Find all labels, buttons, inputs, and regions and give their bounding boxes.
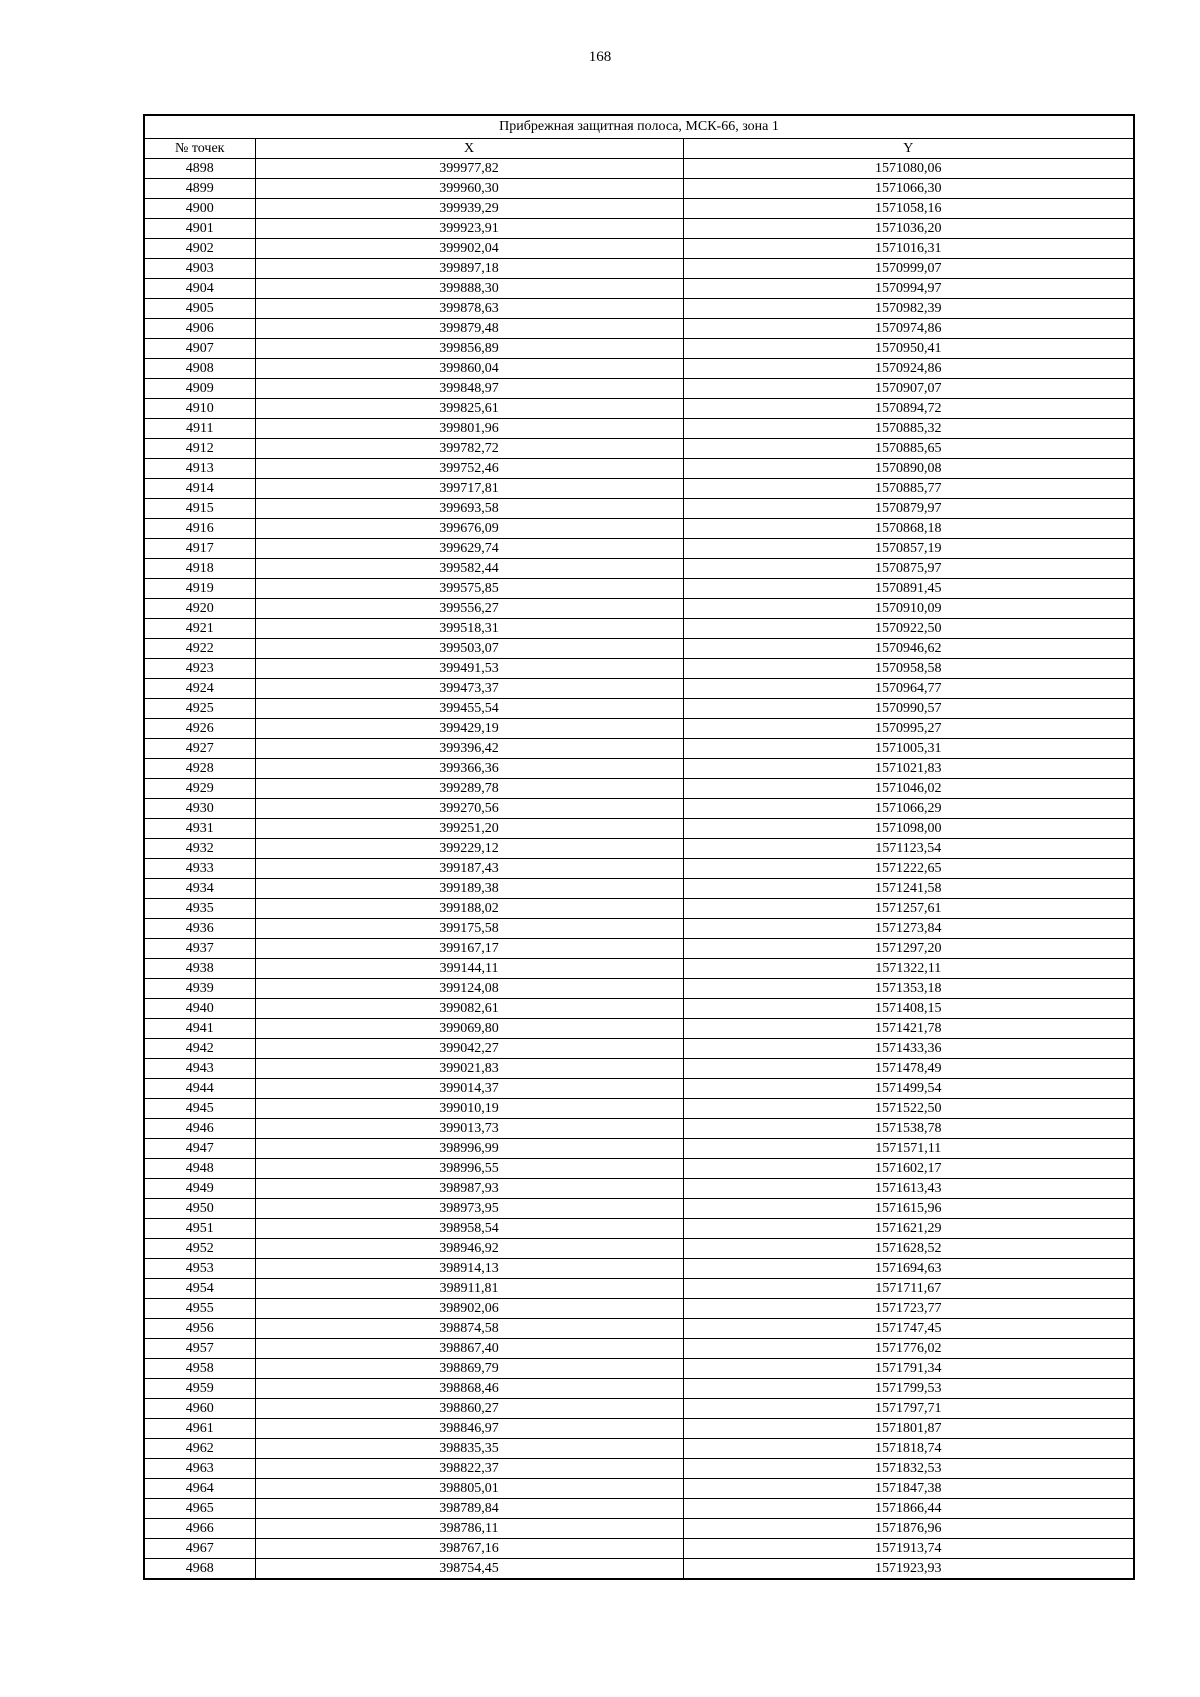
cell-point-number: 4904 [144,279,255,299]
cell-x: 399518,31 [255,619,683,639]
table-row [144,1139,1134,1159]
cell-y: 1571522,50 [683,1099,1134,1119]
table-row [144,1459,1134,1479]
table-row [144,659,1134,679]
cell-x: 399188,02 [255,899,683,919]
table-row [144,479,1134,499]
cell-y: 1570879,97 [683,499,1134,519]
cell-x: 399010,19 [255,1099,683,1119]
cell-x: 399878,63 [255,299,683,319]
cell-y: 1571408,15 [683,999,1134,1019]
table-row [144,1439,1134,1459]
table-row [144,1199,1134,1219]
cell-point-number: 4925 [144,699,255,719]
cell-y: 1571098,00 [683,819,1134,839]
cell-y: 1571602,17 [683,1159,1134,1179]
cell-point-number: 4949 [144,1179,255,1199]
cell-x: 399042,27 [255,1039,683,1059]
cell-point-number: 4928 [144,759,255,779]
cell-y: 1570995,27 [683,719,1134,739]
cell-y: 1571747,45 [683,1319,1134,1339]
cell-x: 399977,82 [255,159,683,179]
cell-x: 398767,16 [255,1539,683,1559]
cell-point-number: 4903 [144,259,255,279]
cell-x: 399782,72 [255,439,683,459]
cell-point-number: 4943 [144,1059,255,1079]
cell-point-number: 4952 [144,1239,255,1259]
cell-point-number: 4898 [144,159,255,179]
cell-point-number: 4942 [144,1039,255,1059]
cell-point-number: 4931 [144,819,255,839]
cell-y: 1570907,07 [683,379,1134,399]
cell-x: 399923,91 [255,219,683,239]
cell-y: 1570964,77 [683,679,1134,699]
table-row [144,1019,1134,1039]
page-number: 168 [588,49,612,65]
cell-point-number: 4932 [144,839,255,859]
cell-x: 399013,73 [255,1119,683,1139]
cell-x: 399167,17 [255,939,683,959]
cell-y: 1570890,08 [683,459,1134,479]
header-y: Y [683,139,1134,159]
cell-point-number: 4963 [144,1459,255,1479]
cell-point-number: 4914 [144,479,255,499]
cell-point-number: 4910 [144,399,255,419]
cell-point-number: 4921 [144,619,255,639]
table-row [144,159,1134,179]
cell-x: 399187,43 [255,859,683,879]
cell-point-number: 4948 [144,1159,255,1179]
table-row [144,1319,1134,1339]
cell-y: 1570922,50 [683,619,1134,639]
cell-y: 1571876,96 [683,1519,1134,1539]
cell-point-number: 4968 [144,1559,255,1580]
header-point-number: № точек [144,139,255,159]
coordinates-table-body [144,115,1134,1579]
table-header-row [144,139,1134,159]
cell-point-number: 4966 [144,1519,255,1539]
cell-y: 1571818,74 [683,1439,1134,1459]
cell-x: 398867,40 [255,1339,683,1359]
cell-y: 1570982,39 [683,299,1134,319]
cell-y: 1570924,86 [683,359,1134,379]
cell-y: 1571353,18 [683,979,1134,999]
cell-x: 399473,37 [255,679,683,699]
cell-x: 398946,92 [255,1239,683,1259]
cell-point-number: 4933 [144,859,255,879]
cell-y: 1570885,65 [683,439,1134,459]
cell-y: 1571923,93 [683,1559,1134,1580]
cell-y: 1571016,31 [683,239,1134,259]
cell-y: 1571123,54 [683,839,1134,859]
cell-y: 1570857,19 [683,539,1134,559]
cell-x: 399575,85 [255,579,683,599]
cell-y: 1571222,65 [683,859,1134,879]
cell-x: 398860,27 [255,1399,683,1419]
cell-y: 1571832,53 [683,1459,1134,1479]
cell-x: 399582,44 [255,559,683,579]
table-row [144,299,1134,319]
table-row [144,959,1134,979]
table-row [144,419,1134,439]
table-row [144,639,1134,659]
table-row [144,799,1134,819]
cell-point-number: 4916 [144,519,255,539]
table-row [144,979,1134,999]
table-row [144,519,1134,539]
cell-y: 1571297,20 [683,939,1134,959]
table-row [144,219,1134,239]
cell-x: 399856,89 [255,339,683,359]
cell-x: 398914,13 [255,1259,683,1279]
table-row [144,579,1134,599]
table-row [144,919,1134,939]
cell-x: 399175,58 [255,919,683,939]
cell-point-number: 4957 [144,1339,255,1359]
cell-x: 399014,37 [255,1079,683,1099]
cell-x: 399676,09 [255,519,683,539]
cell-y: 1570894,72 [683,399,1134,419]
table-row [144,839,1134,859]
cell-point-number: 4923 [144,659,255,679]
cell-x: 399229,12 [255,839,683,859]
cell-y: 1571711,67 [683,1279,1134,1299]
cell-point-number: 4956 [144,1319,255,1339]
cell-x: 399556,27 [255,599,683,619]
cell-point-number: 4941 [144,1019,255,1039]
cell-x: 398786,11 [255,1519,683,1539]
cell-x: 399144,11 [255,959,683,979]
cell-y: 1571571,11 [683,1139,1134,1159]
cell-x: 399693,58 [255,499,683,519]
cell-point-number: 4906 [144,319,255,339]
cell-x: 399752,46 [255,459,683,479]
cell-x: 399960,30 [255,179,683,199]
cell-point-number: 4936 [144,919,255,939]
cell-x: 399082,61 [255,999,683,1019]
table-row [144,1559,1134,1580]
table-row [144,379,1134,399]
cell-y: 1570910,09 [683,599,1134,619]
cell-point-number: 4962 [144,1439,255,1459]
cell-point-number: 4924 [144,679,255,699]
cell-y: 1571066,29 [683,799,1134,819]
cell-y: 1571791,34 [683,1359,1134,1379]
table-row [144,1159,1134,1179]
table-row [144,1219,1134,1239]
cell-y: 1571066,30 [683,179,1134,199]
cell-y: 1570958,58 [683,659,1134,679]
cell-point-number: 4907 [144,339,255,359]
cell-y: 1571433,36 [683,1039,1134,1059]
table-row [144,999,1134,1019]
table-row [144,539,1134,559]
cell-x: 399021,83 [255,1059,683,1079]
table-row [144,1359,1134,1379]
table-row [144,1119,1134,1139]
cell-x: 398789,84 [255,1499,683,1519]
table-row [144,1399,1134,1419]
cell-y: 1571615,96 [683,1199,1134,1219]
cell-point-number: 4912 [144,439,255,459]
cell-point-number: 4902 [144,239,255,259]
cell-point-number: 4967 [144,1539,255,1559]
cell-point-number: 4947 [144,1139,255,1159]
cell-y: 1571080,06 [683,159,1134,179]
table-row [144,259,1134,279]
cell-y: 1571478,49 [683,1059,1134,1079]
coordinates-table [143,114,1135,1580]
header-x: X [255,139,683,159]
cell-x: 398805,01 [255,1479,683,1499]
table-row [144,459,1134,479]
cell-y: 1571628,52 [683,1239,1134,1259]
cell-x: 398754,45 [255,1559,683,1580]
table-row [144,279,1134,299]
table-row [144,699,1134,719]
cell-x: 398987,93 [255,1179,683,1199]
cell-point-number: 4926 [144,719,255,739]
table-caption-row [144,115,1134,139]
cell-y: 1571257,61 [683,899,1134,919]
cell-x: 399902,04 [255,239,683,259]
table-row [144,319,1134,339]
cell-point-number: 4930 [144,799,255,819]
table-row [144,1499,1134,1519]
cell-y: 1571913,74 [683,1539,1134,1559]
table-row [144,1279,1134,1299]
cell-point-number: 4938 [144,959,255,979]
cell-y: 1570885,77 [683,479,1134,499]
table-row [144,399,1134,419]
cell-point-number: 4935 [144,899,255,919]
table-row [144,1059,1134,1079]
table-row [144,1519,1134,1539]
cell-x: 399396,42 [255,739,683,759]
cell-x: 399860,04 [255,359,683,379]
cell-x: 398846,97 [255,1419,683,1439]
table-row [144,599,1134,619]
cell-x: 398996,99 [255,1139,683,1159]
cell-x: 399848,97 [255,379,683,399]
table-row [144,879,1134,899]
cell-point-number: 4945 [144,1099,255,1119]
cell-x: 399491,53 [255,659,683,679]
table-row [144,619,1134,639]
cell-x: 398973,95 [255,1199,683,1219]
table-row [144,759,1134,779]
table-row [144,1539,1134,1559]
cell-x: 399455,54 [255,699,683,719]
cell-x: 399503,07 [255,639,683,659]
cell-y: 1570994,97 [683,279,1134,299]
cell-y: 1571046,02 [683,779,1134,799]
cell-point-number: 4939 [144,979,255,999]
cell-point-number: 4934 [144,879,255,899]
cell-x: 399801,96 [255,419,683,439]
cell-y: 1571499,54 [683,1079,1134,1099]
cell-y: 1571421,78 [683,1019,1134,1039]
cell-y: 1571613,43 [683,1179,1134,1199]
table-row [144,199,1134,219]
cell-point-number: 4929 [144,779,255,799]
cell-x: 399289,78 [255,779,683,799]
cell-x: 399717,81 [255,479,683,499]
cell-x: 399270,56 [255,799,683,819]
cell-point-number: 4919 [144,579,255,599]
table-row [144,179,1134,199]
cell-point-number: 4950 [144,1199,255,1219]
cell-point-number: 4917 [144,539,255,559]
cell-y: 1571847,38 [683,1479,1134,1499]
cell-y: 1570868,18 [683,519,1134,539]
table-row [144,899,1134,919]
cell-x: 399251,20 [255,819,683,839]
table-row [144,939,1134,959]
table-row [144,819,1134,839]
table-row [144,1079,1134,1099]
cell-point-number: 4953 [144,1259,255,1279]
cell-y: 1571322,11 [683,959,1134,979]
cell-point-number: 4899 [144,179,255,199]
cell-x: 398911,81 [255,1279,683,1299]
cell-y: 1571058,16 [683,199,1134,219]
cell-y: 1571866,44 [683,1499,1134,1519]
cell-x: 398869,79 [255,1359,683,1379]
cell-point-number: 4959 [144,1379,255,1399]
cell-point-number: 4958 [144,1359,255,1379]
table-row [144,1479,1134,1499]
cell-point-number: 4955 [144,1299,255,1319]
cell-point-number: 4951 [144,1219,255,1239]
cell-point-number: 4909 [144,379,255,399]
cell-point-number: 4937 [144,939,255,959]
cell-x: 398874,58 [255,1319,683,1339]
cell-y: 1570990,57 [683,699,1134,719]
cell-y: 1570875,97 [683,559,1134,579]
cell-x: 398822,37 [255,1459,683,1479]
cell-y: 1571021,83 [683,759,1134,779]
table-row [144,1099,1134,1119]
cell-y: 1571005,31 [683,739,1134,759]
table-row [144,359,1134,379]
cell-x: 398835,35 [255,1439,683,1459]
table-row [144,339,1134,359]
cell-y: 1570950,41 [683,339,1134,359]
cell-x: 399825,61 [255,399,683,419]
table-row [144,1259,1134,1279]
cell-point-number: 4920 [144,599,255,619]
cell-x: 399069,80 [255,1019,683,1039]
cell-y: 1571538,78 [683,1119,1134,1139]
cell-point-number: 4965 [144,1499,255,1519]
cell-point-number: 4905 [144,299,255,319]
cell-x: 399939,29 [255,199,683,219]
cell-y: 1571799,53 [683,1379,1134,1399]
cell-y: 1570891,45 [683,579,1134,599]
table-row [144,1239,1134,1259]
cell-y: 1570946,62 [683,639,1134,659]
cell-y: 1571621,29 [683,1219,1134,1239]
cell-point-number: 4922 [144,639,255,659]
cell-y: 1571241,58 [683,879,1134,899]
cell-y: 1571723,77 [683,1299,1134,1319]
cell-x: 399888,30 [255,279,683,299]
table-row [144,1299,1134,1319]
table-row [144,1179,1134,1199]
cell-point-number: 4900 [144,199,255,219]
cell-point-number: 4940 [144,999,255,1019]
table-row [144,1339,1134,1359]
table-row [144,1419,1134,1439]
cell-x: 398902,06 [255,1299,683,1319]
cell-point-number: 4911 [144,419,255,439]
table-row [144,239,1134,259]
cell-x: 399879,48 [255,319,683,339]
cell-y: 1571797,71 [683,1399,1134,1419]
table-row [144,499,1134,519]
cell-point-number: 4918 [144,559,255,579]
table-row [144,439,1134,459]
table-row [144,739,1134,759]
cell-point-number: 4954 [144,1279,255,1299]
cell-y: 1571694,63 [683,1259,1134,1279]
cell-x: 398868,46 [255,1379,683,1399]
cell-x: 398996,55 [255,1159,683,1179]
cell-point-number: 4960 [144,1399,255,1419]
cell-point-number: 4927 [144,739,255,759]
cell-y: 1570885,32 [683,419,1134,439]
table-row [144,679,1134,699]
table-row [144,719,1134,739]
table-caption: Прибрежная защитная полоса, МСК-66, зона 1 [144,115,1134,139]
cell-y: 1570999,07 [683,259,1134,279]
cell-point-number: 4944 [144,1079,255,1099]
cell-x: 399366,36 [255,759,683,779]
cell-point-number: 4964 [144,1479,255,1499]
table-row [144,1039,1134,1059]
cell-y: 1570974,86 [683,319,1134,339]
cell-x: 399124,08 [255,979,683,999]
cell-point-number: 4961 [144,1419,255,1439]
cell-x: 399429,19 [255,719,683,739]
cell-x: 399897,18 [255,259,683,279]
cell-y: 1571036,20 [683,219,1134,239]
cell-point-number: 4908 [144,359,255,379]
cell-y: 1571273,84 [683,919,1134,939]
cell-x: 399189,38 [255,879,683,899]
cell-x: 398958,54 [255,1219,683,1239]
cell-y: 1571801,87 [683,1419,1134,1439]
cell-point-number: 4915 [144,499,255,519]
cell-point-number: 4901 [144,219,255,239]
cell-x: 399629,74 [255,539,683,559]
table-row [144,1379,1134,1399]
table-row [144,859,1134,879]
cell-y: 1571776,02 [683,1339,1134,1359]
cell-point-number: 4913 [144,459,255,479]
cell-point-number: 4946 [144,1119,255,1139]
table-row [144,559,1134,579]
table-row [144,779,1134,799]
